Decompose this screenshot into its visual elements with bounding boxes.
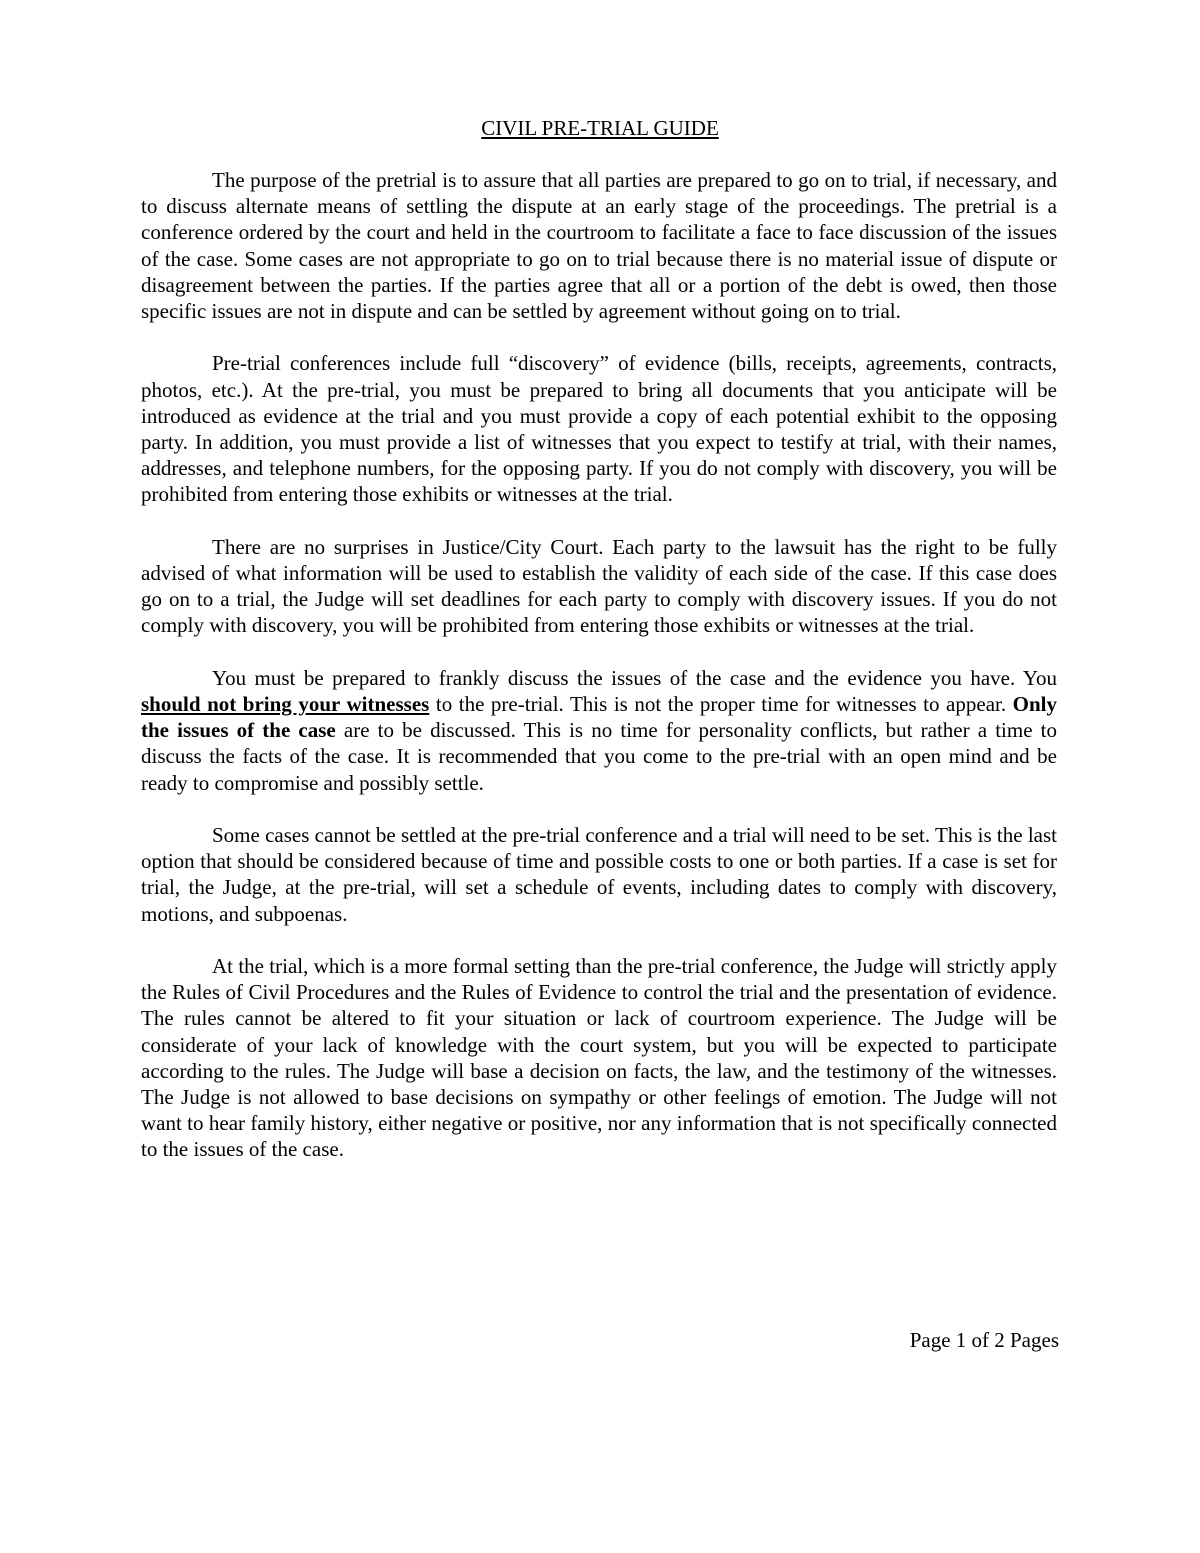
paragraph-discovery: Pre-trial conferences include full “discovery” of evidence (bills, receipts, agreements, contracts, photos, etc.). At the pre-trial, you must be prepared to bring all documents that you anticipate will be introduced as evidence at the trial and you must provide a copy of each potential exhibit to the opposing party. In addition, you must provide a list of witnesses that you expect to testify at trial, with their names, addresses, and telephone numbers, for the opposing party. If you do not comply with discovery, you will be prohibited from entering those exhibits or witnesses at the trial. bbox=[141, 351, 1057, 507]
paragraph-no-surprises: There are no surprises in Justice/City Court. Each party to the lawsuit has the right to be fully advised of what information will be used to establish the validity of each side of the case. If this case does go on to a trial, the Judge will set deadlines for each party to comply with discovery issues. If you do not comply with discovery, you will be prohibited from entering those exhibits or witnesses at the trial. bbox=[141, 534, 1057, 638]
page-number-footer: Page 1 of 2 Pages bbox=[909, 1328, 1059, 1352]
document-title: CIVIL PRE-TRIAL GUIDE bbox=[481, 116, 719, 140]
paragraph-preparation-text-2: to the pre-trial. This is not the proper time for witnesses to appear. bbox=[429, 692, 1013, 717]
paragraph-settlement: Some cases cannot be settled at the pre-trial conference and a trial will need to be set. This is the last option that should be considered because of time and possible costs to one or both parties. If a case is set for trial, the Judge, at the pre-trial, will set a schedule of events, including dates to comply with discovery, motions, and subpoenas. bbox=[141, 823, 1057, 926]
document-body bbox=[141, 167, 1057, 1163]
paragraph-trial-rules: At the trial, which is a more formal setting than the pre-trial conference, the Judge will strictly apply the Rules of Civil Procedures and the Rules of Evidence to control the trial and the presentation of evidence. The rules cannot be altered to fit your situation or lack of courtroom experience. The Judge will be considerate of your lack of knowledge with the court system, but you will be expected to participate according to the rules. The Judge will base a decision on facts, the law, and the testimony of the witnesses. The Judge is not allowed to base decisions on sympathy or other feelings of emotion. The Judge will not want to hear family history, either negative or positive, nor any information that is not specifically connected to the issues of the case. bbox=[141, 954, 1057, 1162]
emphasis-no-witnesses: should not bring your witnesses bbox=[141, 692, 430, 717]
paragraph-preparation bbox=[141, 665, 1057, 796]
paragraph-preparation-text-3: are to be discussed. This is no time for personality conflicts, but rather a time to discuss the facts of the case. It is recommended that you come to the pre-trial with an open mind and be ready to compromise and possibly settle. bbox=[141, 718, 1057, 795]
emphasis-issues-only: Only the issues of the case bbox=[141, 692, 1057, 743]
paragraph-preparation-text-1: You must be prepared to frankly discuss the issues of the case and the evidence you have. You bbox=[212, 665, 1057, 690]
paragraph-purpose: The purpose of the pretrial is to assure that all parties are prepared to go on to trial, if necessary, and to discuss alternate means of settling the dispute at an early stage of the proceedings. The pretrial is a conference ordered by the court and held in the courtroom to facilitate a face to face discussion of the issues of the case. Some cases are not appropriate to go on to trial because there is no material issue of dispute or disagreement between the parties. If the parties agree that all or a portion of the debt is owed, then those specific issues are not in dispute and can be settled by agreement without going on to trial. bbox=[141, 168, 1057, 324]
